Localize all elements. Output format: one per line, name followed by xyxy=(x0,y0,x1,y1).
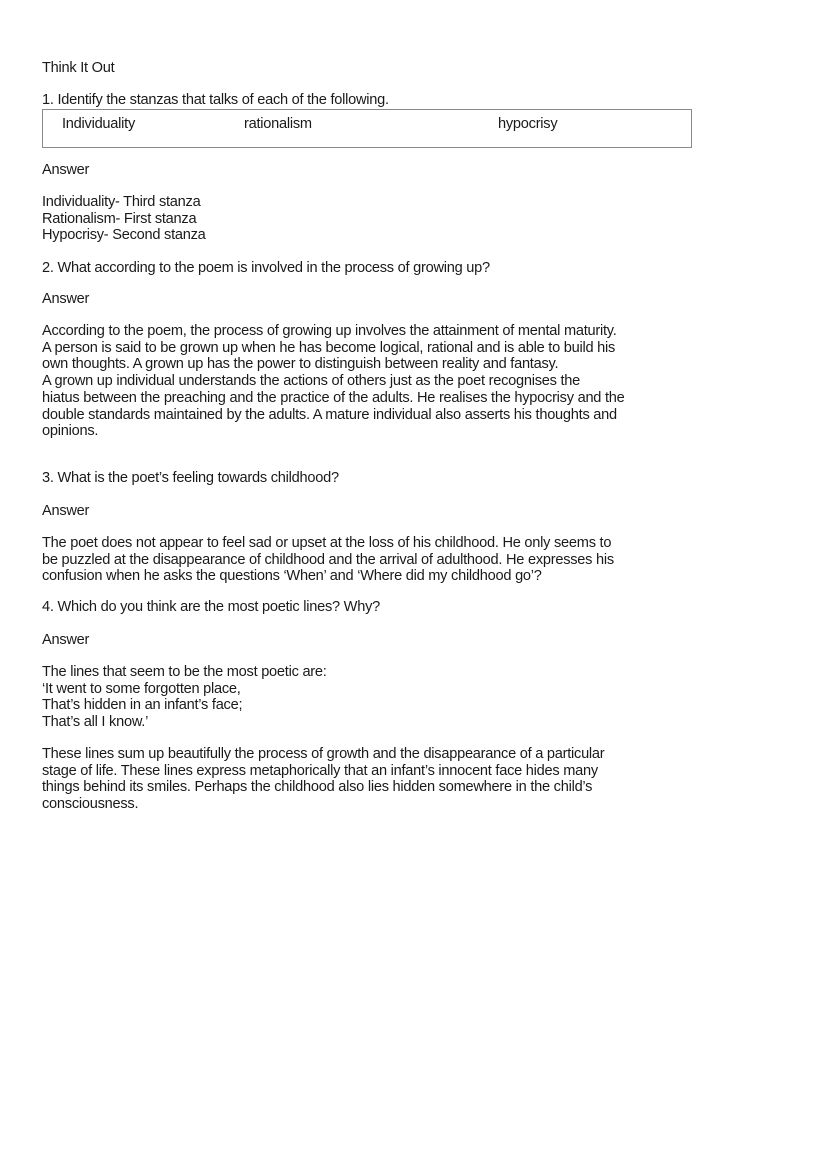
answer-4-explanation xyxy=(42,746,604,813)
answer-2 xyxy=(42,323,625,440)
text-line: That’s hidden in an infant’s face; xyxy=(42,697,243,714)
answer-label-4: Answer xyxy=(42,632,90,648)
answer-4 xyxy=(42,664,327,731)
text-line: be puzzled at the disappearance of childhood and the arrival of adulthood. He expresses his xyxy=(42,551,614,568)
answer-1 xyxy=(42,194,206,244)
answer-label-1: Answer xyxy=(42,162,90,178)
text-line: hiatus between the preaching and the practice of the adults. He realises the hypocrisy and the xyxy=(42,389,625,406)
term-individuality: Individuality xyxy=(62,116,136,132)
text-line: opinions. xyxy=(42,423,99,440)
text-line: things behind its smiles. Perhaps the childhood also lies hidden somewhere in the child’s xyxy=(42,779,593,796)
text-line: confusion when he asks the questions ‘When’ and ‘Where did my childhood go’? xyxy=(42,568,542,585)
term-hypocrisy: hypocrisy xyxy=(498,116,558,132)
text-line: The lines that seem to be the most poetic are: xyxy=(42,664,327,680)
question-4: 4. Which do you think are the most poetic lines? Why? xyxy=(42,599,380,615)
text-line: stage of life. These lines express metaphorically that an infant’s innocent face hides many xyxy=(42,762,598,779)
answer-3 xyxy=(42,535,614,585)
question-2: 2. What according to the poem is involved in the process of growing up? xyxy=(42,260,490,276)
text-line: Hypocrisy- Second stanza xyxy=(42,227,206,244)
text-line: The poet does not appear to feel sad or upset at the loss of his childhood. He only seems to xyxy=(42,535,612,551)
text-line: double standards maintained by the adults. A mature individual also asserts his thoughts and xyxy=(42,406,617,423)
text-line: consciousness. xyxy=(42,796,139,813)
text-line: These lines sum up beautifully the process of growth and the disappearance of a particular xyxy=(42,746,605,762)
text-line: That’s all I know.’ xyxy=(42,714,149,731)
text-line: A grown up individual understands the actions of others just as the poet recognises the xyxy=(42,373,581,390)
question-3: 3. What is the poet’s feeling towards childhood? xyxy=(42,470,339,486)
term-rationalism: rationalism xyxy=(244,116,312,132)
question-1: 1. Identify the stanzas that talks of each of the following. xyxy=(42,92,389,108)
text-line: own thoughts. A grown up has the power to distinguish between reality and fantasy. xyxy=(42,356,559,373)
section-heading: Think It Out xyxy=(42,60,115,76)
answer-label-2: Answer xyxy=(42,291,90,307)
text-line: ‘It went to some forgotten place, xyxy=(42,680,241,697)
answer-label-3: Answer xyxy=(42,503,90,519)
text-line: According to the poem, the process of growing up involves the attainment of mental maturity. xyxy=(42,323,617,339)
text-line: A person is said to be grown up when he has become logical, rational and is able to build his xyxy=(42,339,616,356)
text-line: Rationalism- First stanza xyxy=(42,210,197,227)
text-line: Individuality- Third stanza xyxy=(42,194,201,210)
terms-table xyxy=(42,109,692,148)
